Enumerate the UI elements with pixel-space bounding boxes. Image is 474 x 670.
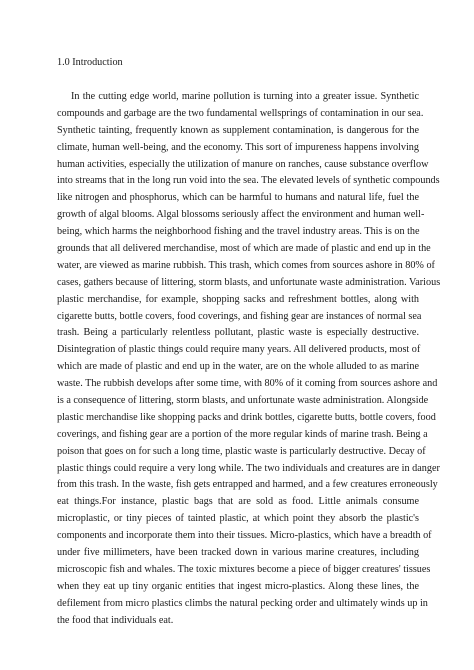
paragraph-line: Disintegration of plastic things could require many years. All delivered products, most of xyxy=(57,344,421,356)
paragraph-line: human activities, especially the utilization of manure on ranches, cause substance overflow xyxy=(57,158,429,170)
paragraph-line: eat things.For instance, plastic bags that are sold as food. Little animals consume xyxy=(57,496,419,508)
paragraph-line: cigarette butts, bottle covers, food coverings, and fishing gear are instances of normal sea xyxy=(57,310,422,322)
paragraph-line: Synthetic tainting, frequently known as supplement contamination, is dangerous for the xyxy=(57,124,419,136)
paragraph-line: being, which harms the neighborhood fishing and the travel industry areas. This is on the xyxy=(57,226,420,238)
paragraph-line: grounds that all delivered merchandise, most of which are made of plastic and end up in the xyxy=(57,243,431,255)
paragraph-line: defilement from micro plastics climbs the natural pecking order and ultimately winds up in xyxy=(57,597,428,609)
paragraph-line: climate, human well-being, and the economy. This sort of impureness happens involving xyxy=(57,141,419,153)
paragraph-line: In the cutting edge world, marine pollution is turning into a greater issue. Synthetic xyxy=(71,91,419,102)
paragraph-line: from this trash. In the waste, fish gets entrapped and harmed, and a few creatures erroneously xyxy=(57,479,438,491)
paragraph-line: components and incorporate them into their tissues. Micro-plastics, which have a breadth of xyxy=(57,530,432,542)
paragraph-line: is a consequence of littering, storm blasts, and unfortunate waste administration. Alongside xyxy=(57,395,429,407)
paragraph-line: trash. Being a particularly relentless pollutant, plastic waste is especially destructive. xyxy=(57,327,419,339)
paragraph-line: plastic merchandise, for example, shopping sacks and refreshment bottles, along with xyxy=(57,293,419,305)
body-paragraph xyxy=(57,89,441,630)
paragraph-line: when they eat up tiny organic entities that ingest micro-plastics. Along these lines, the xyxy=(57,580,419,592)
paragraph-line: microscopic fish and whales. The toxic mixtures become a piece of bigger creatures' tissues xyxy=(57,563,431,575)
paragraph-line: growth of algal blooms. Algal blossoms seriously affect the environment and human well- xyxy=(57,209,425,221)
paragraph-line: cases, gathers because of littering, storm blasts, and unfortunate waste administration. Various xyxy=(57,276,441,288)
paragraph-line: plastic merchandise like shopping packs and drink bottles, cigarette butts, bottle covers, food xyxy=(57,411,436,423)
paragraph-line: coverings, and fishing gear are a portion of the more regular kinds of marine trash. Being a xyxy=(57,428,428,440)
paragraph-line: waste. The rubbish develops after some time, with 80% of it coming from sources ashore and xyxy=(57,378,438,390)
paragraph-line: microplastic, or tiny pieces of tainted plastic, at which point they absorb the plastic's xyxy=(57,513,419,525)
section-heading: 1.0 Introduction xyxy=(57,57,123,68)
paragraph-line: poison that goes on for such a long time, plastic waste is particularly destructive. Decay of xyxy=(57,445,426,457)
paragraph-line: into streams that in the long run void into the sea. The elevated levels of synthetic compounds xyxy=(57,175,440,187)
paragraph-line: which are made of plastic and end up in the water, are on the whole alluded to as marine xyxy=(57,361,419,373)
paragraph-line: under five millimeters, have been tracked down in various marine creatures, including xyxy=(57,547,419,559)
paragraph-line: plastic things could require a very long while. The two individuals and creatures are in danger xyxy=(57,462,440,474)
paragraph-line: water, are viewed as marine rubbish. This trash, which comes from sources ashore in 80% of xyxy=(57,259,435,271)
paragraph-line: compounds and garbage are the two fundamental wellsprings of contamination in our sea. xyxy=(57,107,424,119)
paragraph-line: like nitrogen and phosphorus, which can be harmful to humans and natural life, fuel the xyxy=(57,192,419,204)
paragraph-line: the food that individuals eat. xyxy=(57,614,174,626)
